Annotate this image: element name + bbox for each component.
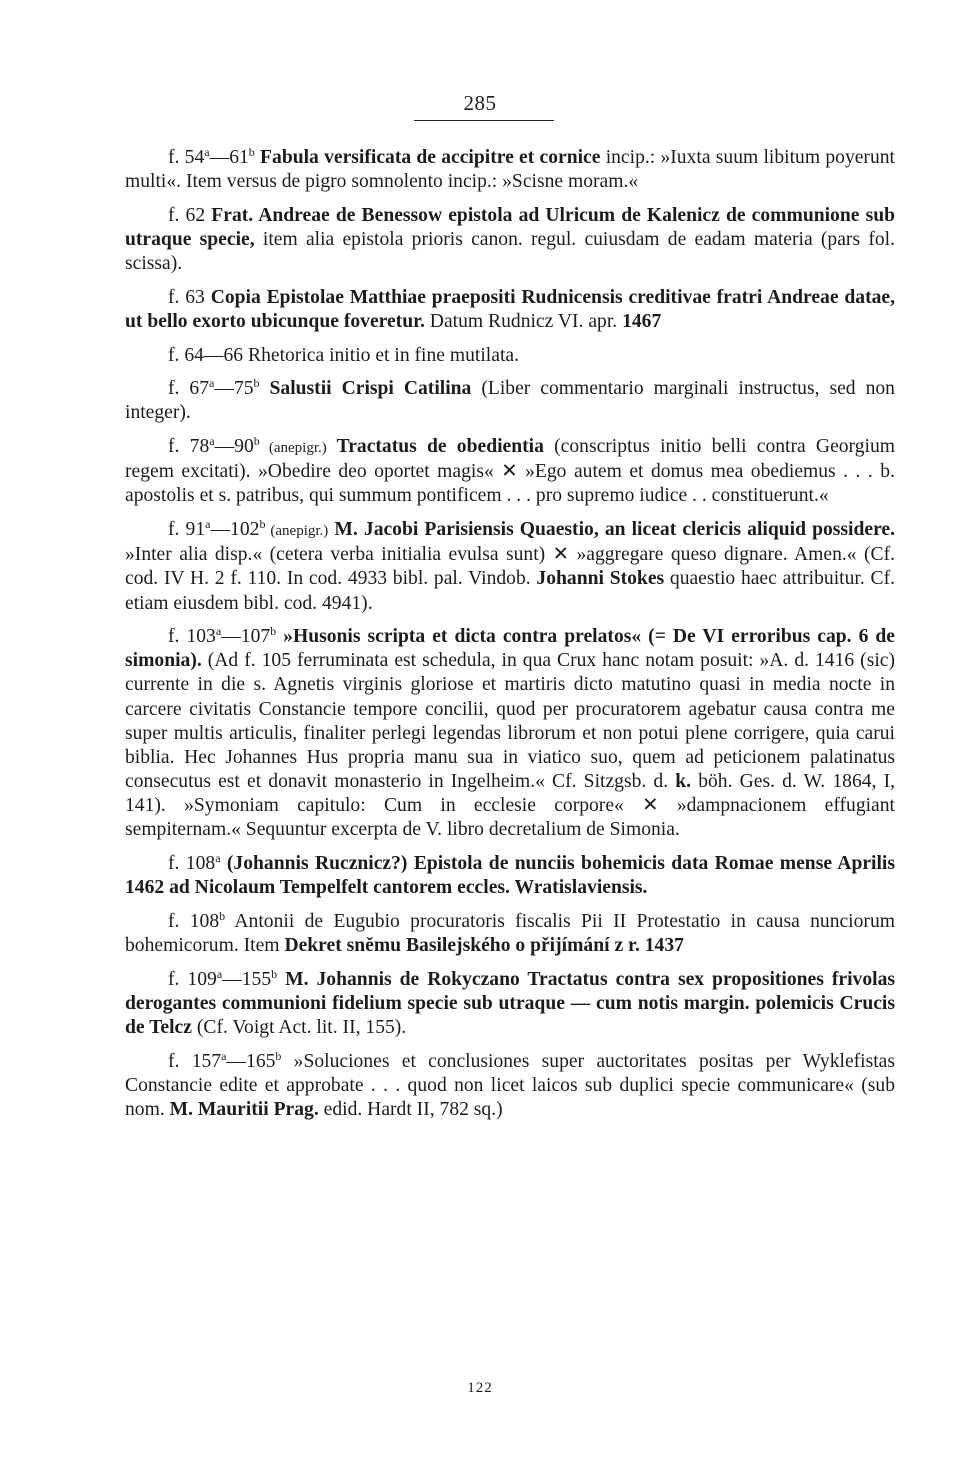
folio-ref: f. 67 <box>168 378 210 400</box>
folio-ref: f. 78 <box>168 436 210 458</box>
catalogue-text <box>125 146 895 1122</box>
entry-title: »Husonis scripta et dicta contra prelatos« (= De VI erroribus cap. 6 de simonia). <box>125 626 896 672</box>
entry-title: Salustii Crispi Catilina <box>259 378 472 400</box>
page-number: 285 <box>463 91 497 115</box>
entry-fabula: f. 54$^a$—61$^b$ Fabula versificata de accipitre et cornice incip.: »Iuxta suum libitum poyerunt multi«. Item versus de pigro somnolento incip.: »Scisne moram.« <box>125 145 895 193</box>
entry-title: Copia Epistolae Matthiae praepositi Rudnicensis creditivae fratri Andreae datae, ut bello exorto ubicunque foveretur. <box>125 286 895 332</box>
folio-ref: f. 64—66 <box>168 344 244 366</box>
folio-ref: f. 91 <box>168 519 206 541</box>
entry-soluciones: f. 157$^a$—165$^b$ »Soluciones et conclusiones super auctoritates positas per Wyklefistas Constancie edite et approbate . . . quod non licet laicos sub duplici specie communicare« (sub nom. M. Mauritii Prag. edid. Hardt II, 782 sq.) <box>125 1048 895 1120</box>
entry-husonis-scripta: f. 103$^a$—107$^b$ »Husonis scripta et dicta contra prelatos« (= De VI erroribus cap. 6 de simonia). (Ad f. 105 ferruminata est schedula, in qua Crux hanc notam posuit: »A. d. 1416 (sic) currente in die s. Agnetis virginis gloriose et martiris dicto matutino quasi in media nocte in carcere civitatis Constancie tempore concilii, quod per procuratorem agebatur causa contra me super multis articulis, finaliter perlegi legendas librorum et non potui plene corrigere, quia carui biblia. Hec Johannes Hus propria manu sua in viatico suo, quem ad peticionem palatinatus consecutus est et donavit monasterio in Ingelheim.« Cf. Sitzgsb. d. k. böh. Ges. d. W. 1864, I, 141). »Symoniam capitulo: Cum in ecclesie corpore« ✕ »dampnacionem effugiant sempiternam.« Sequuntur excerpta de V. libro decretalium de Simonia. <box>125 624 896 841</box>
entry-title: Frat. Andreae de Benessow epistola ad Ulricum de Kalenicz de communione sub utraque specie, <box>125 204 895 250</box>
entry-title: M. Johannis de Rokyczano Tractatus contra sex propositiones frivolas derogantes communioni fidelium specie sub utraque — cum notis margin. polemicis Crucis de Telcz <box>125 968 895 1038</box>
folio-ref: f. 62 <box>168 204 206 226</box>
entry-title: Fabula versificata de accipitre et cornice <box>254 147 601 168</box>
folio-ref: f. 108 <box>168 853 216 875</box>
entry-catilina: f. 67$^a$—75$^b$ Salustii Crispi Catilina (Liber commentario marginali instructus, sed non integer). <box>125 376 895 424</box>
entry-obedientia: f. 78$^a$—90$^b$ (anepigr.) Tractatus de obedientia (conscriptus initio belli contra Georgium regem excitati). »Obedire deo oportet magis« ✕ »Ego autem et domus mea obediemus . . . b. apostolis et s. patribus, qui summum pontificem . . . pro supremo iudice . . constituerunt.« <box>125 434 896 507</box>
folio-ref: f. 109 <box>168 968 217 990</box>
entry-copia-epistolae: f. 63 Copia Epistolae Matthiae praepositi Rudnicensis creditivae fratri Andreae datae, ut bello exorto ubicunque foveretur. Datum Rudnicz VI. apr. 1467 <box>125 286 895 332</box>
header-rule <box>414 120 554 121</box>
folio-ref: f. 63 <box>168 286 205 308</box>
entry-title: M. Jacobi Parisiensis Quaestio, an liceat clericis aliquid possidere. <box>328 519 896 541</box>
folio-ref: f. 54 <box>168 147 205 168</box>
entry-title: Tractatus de obedientia <box>326 436 544 458</box>
entry-antonii-protestatio: f. 108$^b$ Antonii de Eugubio procuratoris fiscalis Pii II Protestatio in causa nunciorum bohemicorum. Item Dekret sněmu Basilejského o přijímání z r. 1437 <box>125 908 895 957</box>
signature-mark: 122 <box>467 1380 493 1396</box>
folio-ref: f. 157 <box>168 1050 222 1072</box>
folio-ref: f. 103 <box>168 626 216 648</box>
entry-rucznicz-epistola: f. 108$^a$ (Johannis Rucznicz?) Epistola de nunciis bohemicis data Romae mense Aprilis 1462 ad Nicolaum Tempelfelt cantorem eccles. Wratislaviensis. <box>125 851 896 899</box>
entry-andreae-epistola: f. 62 Frat. Andreae de Benessow epistola ad Ulricum de Kalenicz de communione sub utraque specie, item alia epistola prioris canon. regul. cuiusdam de eadam materia (pars fol. scissa). <box>125 204 895 275</box>
entry-jacobi-quaestio: f. 91$^a$—102$^b$ (anepigr.) M. Jacobi Parisiensis Quaestio, an liceat clericis aliquid possidere. »Inter alia disp.« (cetera verba initialia evulsa sunt) ✕ »aggregare queso dignare. Amen.« (Cf. cod. IV H. 2 f. 110. In cod. 4933 bibl. pal. Vindob. Johanni Stokes quaestio haec attribuitur. Cf. etiam eiusdem bibl. cod. 4941). <box>125 517 896 614</box>
entry-rhetorica: f. 64—66 Rhetorica initio et in fine mutilata. <box>168 344 519 366</box>
entry-rokyczano-tractatus: f. 109$^a$—155$^b$ M. Johannis de Rokyczano Tractatus contra sex propositiones frivolas derogantes communioni fidelium specie sub utraque — cum notis margin. polemicis Crucis de Telcz (Cf. Voigt Act. lit. II, 155). <box>125 966 895 1038</box>
folio-ref: f. 108 <box>168 910 220 932</box>
entry-title: (Johannis Rucznicz?) Epistola de nunciis bohemicis data Romae mense Aprilis 1462 ad Nicolaum Tempelfelt cantorem eccles. Wratislaviensis. <box>125 853 896 899</box>
